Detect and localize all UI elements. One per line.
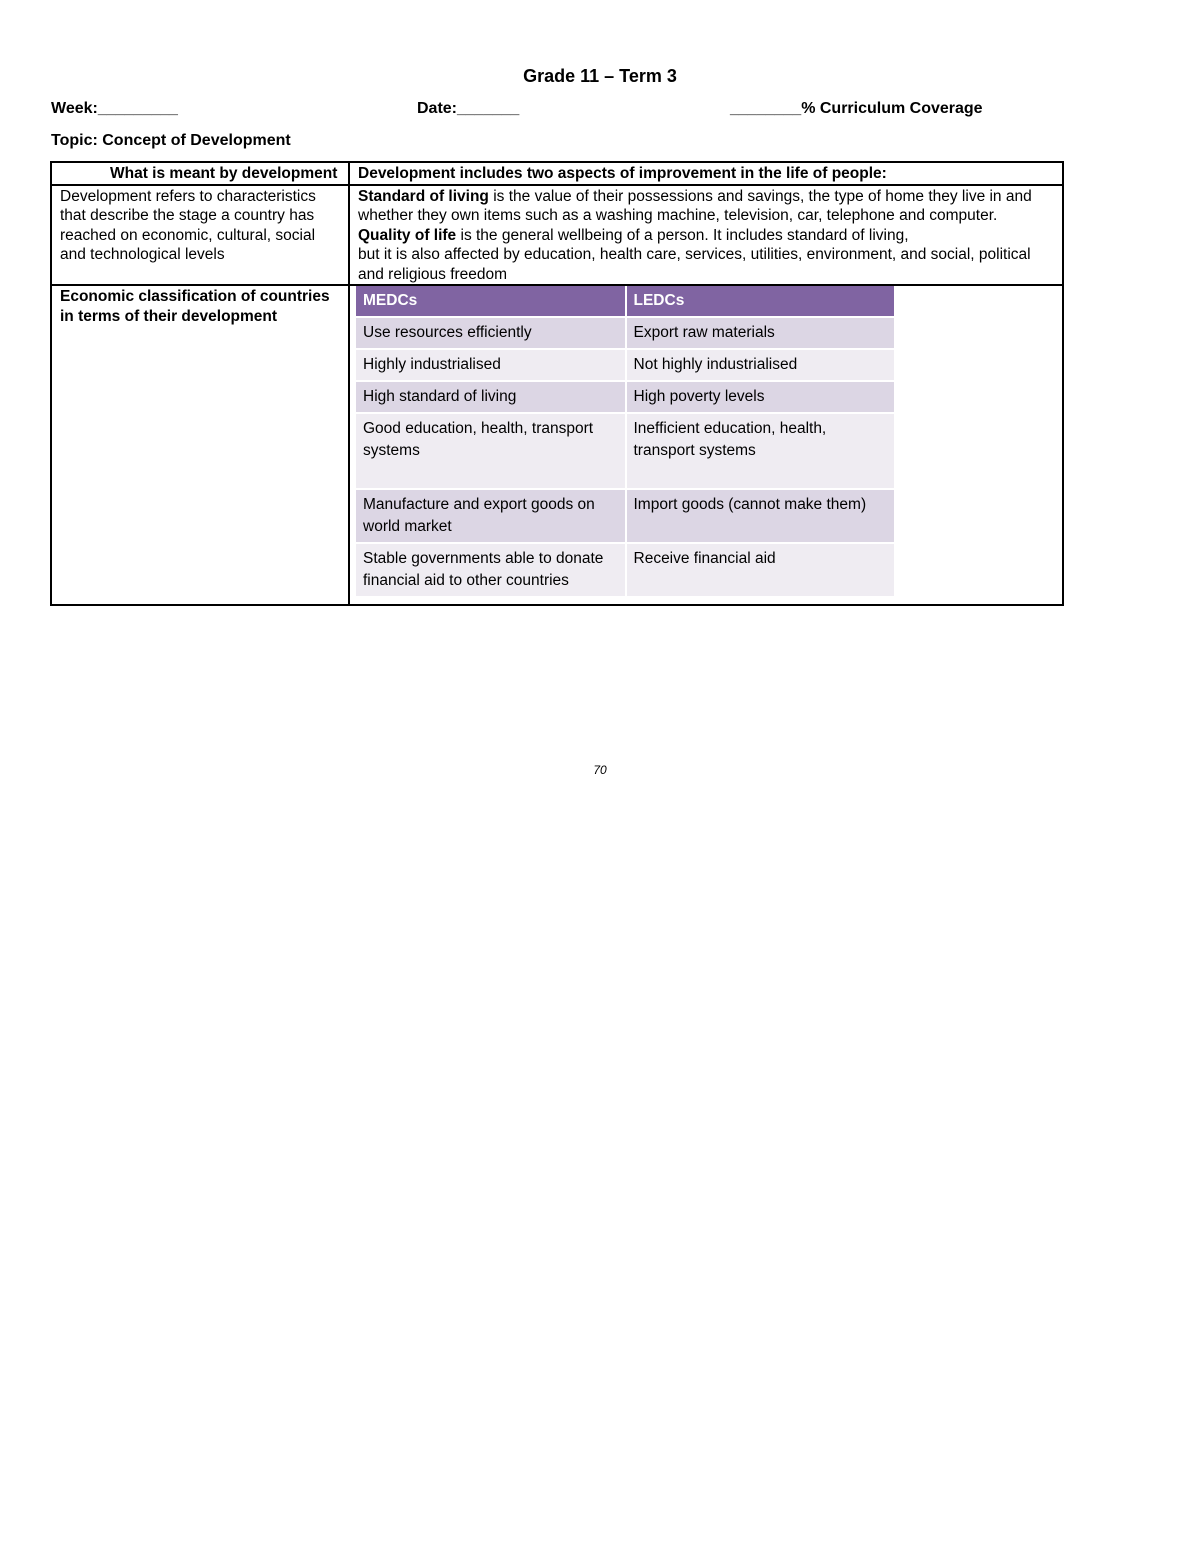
medc-cell: Use resources efficiently	[356, 317, 626, 349]
table-row	[356, 543, 895, 597]
standard-of-living-term: Standard of living	[358, 187, 489, 205]
medc-cell: High standard of living	[356, 381, 626, 413]
definition-cell: Development refers to characteristics that describe the stage a country has reached on economic, cultural, social and technological levels	[51, 185, 349, 286]
aspects-cell	[349, 185, 1063, 286]
medc-cell: Stable governments able to donate financial aid to other countries	[356, 543, 626, 597]
table-header-row	[51, 162, 1063, 185]
medc-ledc-table	[356, 286, 896, 598]
medc-ledc-header-row	[356, 286, 895, 317]
classification-row	[51, 285, 1063, 605]
quality-of-life-term: Quality of life	[358, 226, 457, 244]
table-row	[356, 413, 895, 489]
standard-of-living-paragraph	[358, 187, 1054, 226]
medcs-header: MEDCs	[356, 286, 626, 317]
page-title: Grade 11 – Term 3	[523, 66, 677, 86]
header-left-cell	[51, 162, 349, 185]
topic-heading: Topic: Concept of Development	[51, 132, 291, 149]
header-right-cell: Development includes two aspects of improvement in the life of people:	[349, 162, 1063, 185]
quality-of-life-continuation: but it is also affected by education, health care, services, utilities, environment, and social, political and religious freedom	[358, 246, 1031, 283]
date-field: Date:_______	[417, 100, 520, 117]
definition-row	[51, 185, 1063, 286]
ledc-cell: Receive financial aid	[626, 543, 896, 597]
medc-cell: Good education, health, transport systems	[356, 413, 626, 489]
header-left-text: What is meant by development	[110, 165, 338, 182]
ledcs-header: LEDCs	[626, 286, 896, 317]
page-number: 70	[593, 763, 607, 777]
curriculum-coverage-field: ________% Curriculum Coverage	[730, 100, 983, 117]
classification-label-cell: Economic classification of countries in terms of their development	[51, 285, 349, 605]
quality-of-life-text: is the general wellbeing of a person. It includes standard of living,	[456, 226, 909, 244]
medc-cell: Highly industrialised	[356, 349, 626, 381]
table-row	[356, 381, 895, 413]
ledc-cell: Not highly industrialised	[626, 349, 896, 381]
quality-of-life-paragraph	[358, 226, 1054, 246]
table-row	[356, 317, 895, 349]
ledc-cell: High poverty levels	[626, 381, 896, 413]
table-row	[356, 489, 895, 543]
ledc-cell: Inefficient education, health, transport systems	[626, 413, 896, 489]
standard-of-living-text: is the value of their possessions and savings, the type of home they live in and whether they own items such as a washing machine, television, car, telephone and computer.	[358, 187, 1032, 224]
week-field: Week:_________	[51, 100, 178, 117]
medc-cell: Manufacture and export goods on world market	[356, 489, 626, 543]
ledc-cell: Import goods (cannot make them)	[626, 489, 896, 543]
classification-cell	[349, 285, 1063, 605]
table-row	[356, 349, 895, 381]
content-table	[50, 161, 1064, 606]
ledc-cell: Export raw materials	[626, 317, 896, 349]
